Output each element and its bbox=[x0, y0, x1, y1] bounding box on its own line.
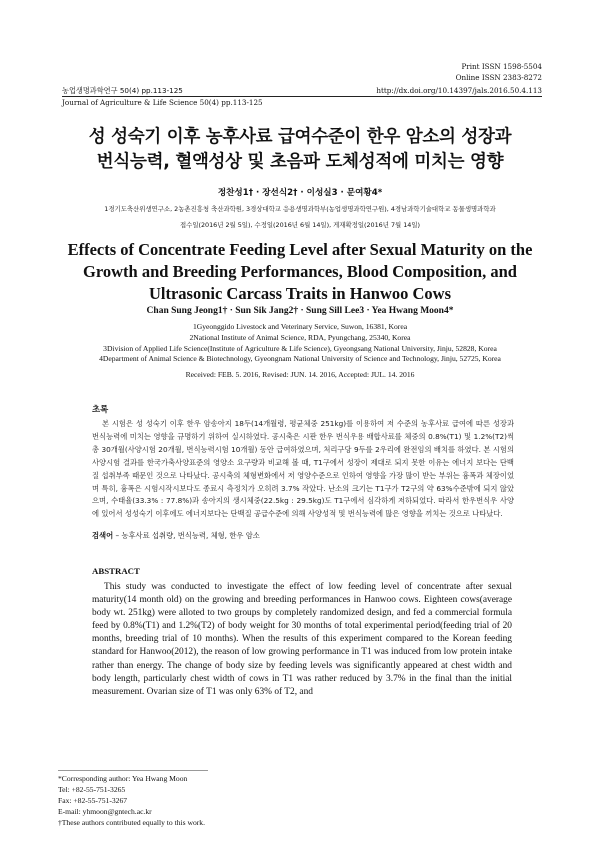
journal-name-en: Journal of Agriculture & Life Science 50(4) pp.113-125 bbox=[62, 98, 263, 107]
doi-link[interactable]: http://dx.doi.org/10.14397/jals.2016.50.4.113 bbox=[376, 86, 542, 95]
affiliation-en-3: 3Division of Applied Life Science(Institute of Agriculture & Life Science), Gyeongsang National University, Jinju, 52828, Korea bbox=[103, 344, 497, 353]
dates-kr: 접수일(2016년 2월 5일), 수정일(2016년 6월 14일), 게재확정일(2016년 7월 14일) bbox=[179, 221, 421, 229]
title-kr-line1: 성 성숙기 이후 농후사료 급여수준이 한우 암소의 성장과 bbox=[88, 127, 512, 147]
title-en-line2: Growth and Breeding Performances, Blood Composition, and bbox=[83, 262, 517, 281]
abstract-en-text: This study was conducted to investigate the effect of low feeding level of concentrate after sexual maturity(14 month old) on the growing and breeding performances in Hanwoo cows. Eighteen cows(average body wt. 251kg) were alloted to two groups by completely randomized design, and fed a commercial formula feed by 0.8%(T1) and 1.2%(T2) of body weight for 30 months of total experimental period(feeding trial of 20 months, breeding trial of 10 months). When the results of this experiment compared to the Korean feeding standard for Hanwoo(2012), the reason of low growing performance in T1 was induced from low protein intake rather than energy. The change of body size by feeding levels was significantly appeared at chest width and body length, particularly chest width of cows in T1 was rather reduced by 3.7% in the final than the initial measurement. Ovarian size of T1 was only 63% of T2, and bbox=[92, 582, 512, 697]
abstract-en-heading: ABSTRACT bbox=[92, 566, 140, 576]
journal-name-kr: 농업생명과학연구 50(4) pp.113-125 bbox=[62, 86, 183, 95]
abstract-kr-heading: 초록 bbox=[92, 404, 109, 414]
authors-kr: 정찬성1† · 장선식2† · 이성실3 · 문여황4* bbox=[217, 188, 383, 198]
footnote-rule bbox=[58, 770, 208, 771]
footnote-corresponding: *Corresponding author: Yea Hwang Moon bbox=[58, 774, 188, 783]
footnote-fax: Fax: +82-55-751-3267 bbox=[58, 796, 128, 805]
abstract-kr-text: 본 시험은 성 성숙기 이후 한우 암송아지 18두(14개월령, 평균체중 251kg)를 이용하여 저 수준의 농후사료 급여에 따른 성장과 번식능력에 미치는 영향을 규명하기 위하여 실시하였다. 공시축은 시판 한우 번식우용 배합사료를 체중의 0.8%(T1) 및 1.2%(T2)씩 총 30개월(사양시험 20개월, 번식능력시험 10개월) 동안 급여하였으며, 처리구당 9두를 2우리에 완전임의 배치를 하였다. 본 시험의 사양시험 결과를 한국가축사양표준의 영양소 요구량과 비교해 볼 때, T1구에서 성장이 제대로 되지 못한 이유는 에너지 보다는 단백질 섭취부족 때문인 것으로 나타났다. 공시축의 체형변화에서 저 영양수준으로 인하여 영향을 가장 많이 받는 부위는 흉폭과 체장이었며 특히, 흉폭은 시험시작시보다도 종료시 측정치가 오히려 3.7% 작았다. 난소의 크기는 T1구가 T2구의 약 63%수준밖에 되지 않았으며, 수태율(33.3% : 77.8%)과 송아지의 생시체중(22.5kg : 29.5kg)도 T1구에서 심각하게 저하되었다. 따라서 한우번식우 사양에 있어서 성성숙기 이후에도 에너지보다는 단백질 공급수준에 의해 사양성적 및 번식능력에 많은 영향을 끼치는 것으로 나타났다. bbox=[92, 419, 514, 519]
title-en-line3: Ultrasonic Carcass Traits in Hanwoo Cows bbox=[148, 284, 452, 303]
dates-en: Received: FEB. 5. 2016, Revised: JUN. 14. 2016, Accepted: JUL. 14. 2016 bbox=[185, 370, 415, 379]
affiliations-kr: 1경기도축산위생연구소, 2농촌진흥청 축산과학원, 3경상대학교 응용생명과학부(농업생명과학연구원), 4경남과학기술대학교 동물생명과학과 bbox=[104, 205, 496, 213]
online-issn: Online ISSN 2383-8272 bbox=[455, 73, 542, 82]
title-en-line1: Effects of Concentrate Feeding Level after Sexual Maturity on the bbox=[67, 240, 533, 259]
keywords-list: – 농후사료 섭취량, 번식능력, 체형, 한우 암소 bbox=[115, 531, 260, 540]
keywords-kr bbox=[92, 531, 260, 541]
abstract-kr-body bbox=[92, 418, 514, 521]
affiliation-en-1: 1Gyeonggido Livestock and Veterinary Service, Suwon, 16381, Korea bbox=[192, 322, 408, 331]
footnote-equal-contribution: †These authors contributed equally to this work. bbox=[58, 818, 205, 827]
header-rule bbox=[62, 96, 542, 97]
footnote-email[interactable]: E-mail: yhmoon@gntech.ac.kr bbox=[58, 807, 152, 816]
affiliation-en-4: 4Department of Animal Science & Biotechnology, Gyeongnam National University of Science and Technology, Jinju, 52725, Korea bbox=[99, 354, 501, 363]
authors-en: Chan Sung Jeong1† · Sun Sik Jang2† · Sung Sill Lee3 · Yea Hwang Moon4* bbox=[146, 306, 454, 316]
affiliation-en-2: 2National Institute of Animal Science, RDA, Pyungchang, 25340, Korea bbox=[189, 333, 411, 342]
footnote-tel: Tel: +82-55-751-3265 bbox=[58, 785, 126, 794]
keywords-label: 검색어 bbox=[92, 531, 114, 540]
print-issn: Print ISSN 1598-5504 bbox=[461, 62, 542, 71]
abstract-en-body bbox=[92, 581, 512, 699]
title-kr-line2: 번식능력, 혈액성상 및 초음파 도체성적에 미치는 영향 bbox=[96, 152, 504, 172]
